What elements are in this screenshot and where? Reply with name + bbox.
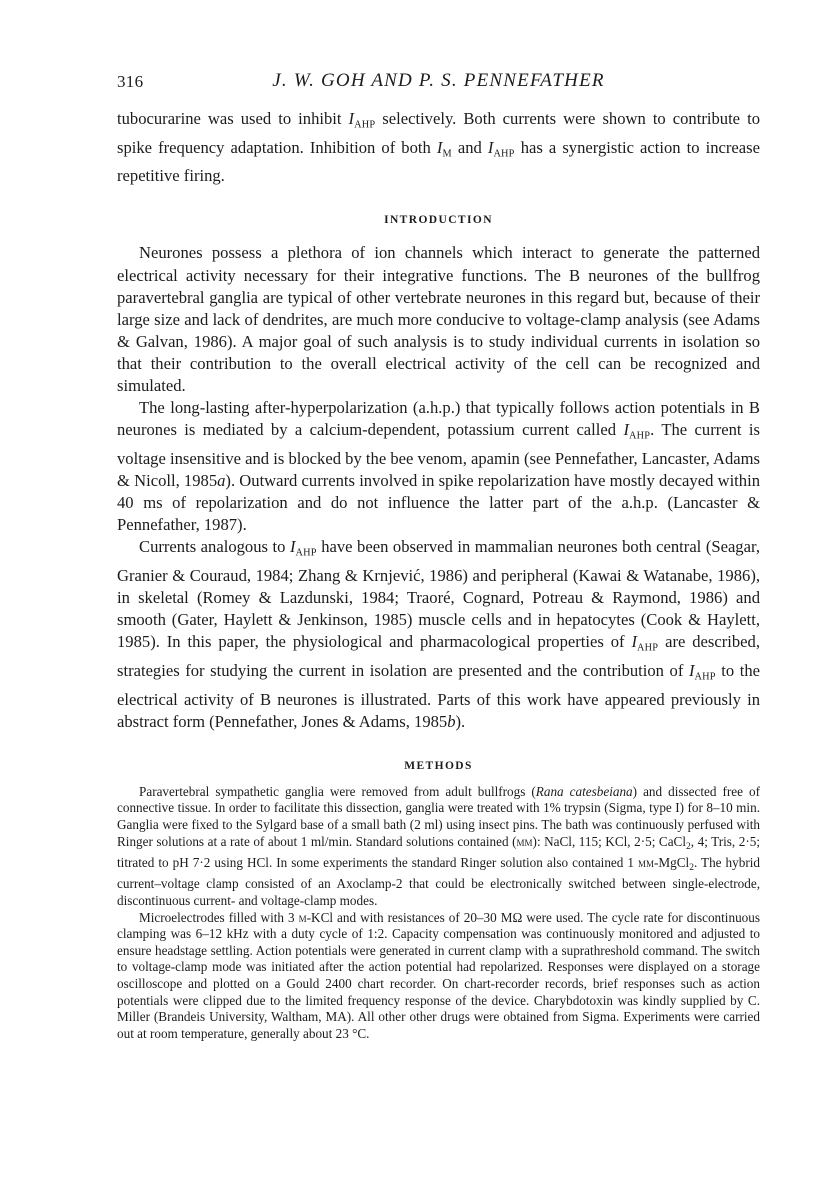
methods-heading: METHODS bbox=[404, 759, 473, 772]
text-run: have been observed in mammalian neurones both central (Seagar, Granier & Couraud, 1984; Zhang & Krnjević, 1986) and peripheral (Kawai & Watanabe, 1986), in skeletal (Romey & Lazdunski, 1984; Traoré, Cognard, Potreau & Raymond, 1986) and smooth (Gater, Haylett & Jenkinson, 1985) muscle cells and in hepatocytes (Cook & Haylett, 1985). In this paper, the physiological and pharmacological properties of bbox=[117, 537, 760, 652]
text-run: selectively. Both currents were shown to contribute to spike frequency adaptation. Inhibition of both bbox=[117, 109, 760, 157]
symbol-I-ahp: $I_{AHP}$ bbox=[289, 537, 317, 559]
symbol-I-m: $I_M$ bbox=[436, 137, 452, 160]
intro-paragraph-1: Neurones possess a plethora of ion channels which interact to generate the patterned electrical activity necessary for their integrative functions. The B neurones of the bullfrog paravertebral ganglia are typical of other vertebrate neurones in this regard but, because of their large size and lack of dendrites, are much more conducive to voltage-clamp analysis (see Adams & Galvan, 1986). A major goal of such analysis is to study individual currents in isolation so that their contribution to the overall electrical activity of the cell can be recognized and simulated. bbox=[117, 243, 760, 396]
intro-paragraph-3 bbox=[117, 536, 760, 733]
unit-molar: m bbox=[298, 909, 307, 925]
text-run: The long-lasting after-hyperpolarization (a.h.p.) that typically follows action potentials in B neurones is mediated by a calcium-dependent, potassium current called bbox=[117, 398, 760, 440]
text-run: Paravertebral sympathetic ganglia were removed from adult bullfrogs ( bbox=[139, 783, 536, 799]
text-run: , 4; Tris, 2·5; titrated to pH 7·2 using HCl. In some experiments the standard Ringer solution also contained 1 bbox=[117, 833, 761, 871]
text-run: has a synergistic action to increase repetitive firing. bbox=[117, 137, 760, 186]
text-run: -KCl and with resistances of 20–30 MΩ were used. The cycle rate for discontinuous clamping was 6–12 kHz with a duty cycle of 1:2. Capacity compensation was continuously monitored and adjusted to ensure headstage settling. Action potentials were generated in current clamp with a suprathreshold command. The switch to voltage-clamp mode was initiated after the action potential had repolarized. Responses were displayed on a storage oscilloscope and plotted on a Gould 2400 chart recorder. On chart-recorder records, brief responses such as action potentials were clipped due to the limited frequency response of the device. Charybdotoxin was kindly supplied by C. Miller (Brandeis University, Waltham, MA). All other other drugs were obtained from Sigma. Experiments were carried out at room temperature, generally about 23 °C. bbox=[117, 909, 760, 1041]
text-run: ) and dissected free of connective tissue. In order to facilitate this dissection, ganglia were treated with 1% trypsin (Sigma, type I) for 8–10 min. Ganglia were fixed to the Sylgard base of a small bath (2 ml) using insect pins. The bath was continuously perfused with Ringer solutions at a rate of about 1 ml/min. Standard solutions contained ( bbox=[117, 783, 760, 849]
running-head: J. W. GOH AND P. S. PENNEFATHER bbox=[272, 70, 605, 91]
text-run: tubocurarine was used to inhibit bbox=[117, 109, 349, 128]
symbol-I-ahp: $I_{AHP}$ bbox=[348, 109, 376, 131]
symbol-I-ahp: $I_{AHP}$ bbox=[623, 420, 651, 442]
subscript: 2 bbox=[689, 862, 694, 873]
abstract-continuation bbox=[117, 108, 760, 187]
intro-paragraph-2 bbox=[117, 397, 760, 536]
text-run: Microelectrodes filled with 3 bbox=[139, 909, 299, 925]
subscript: 2 bbox=[686, 841, 691, 852]
methods-paragraph-1 bbox=[117, 784, 760, 910]
text-run: to the electrical activity of B neurones is illustrated. Parts of this work have appeared previously in abstract form (Pennefather, Jones & Adams, 1985 bbox=[117, 660, 760, 731]
text-run: . The hybrid current–voltage clamp consisted of an Axoclamp-2 that could be electronically switched between single-electrode, discontinuous current- and voltage-clamp modes. bbox=[117, 855, 760, 909]
text-run: ): NaCl, 115; KCl, 2·5; CaCl bbox=[532, 833, 687, 849]
page-header bbox=[117, 62, 760, 96]
text-run: are described, strategies for studying the current in isolation are presented and the contribution of bbox=[117, 632, 760, 680]
introduction-heading: INTRODUCTION bbox=[384, 214, 493, 227]
species-name: Rana catesbeiana bbox=[535, 783, 633, 799]
text-run: Currents analogous to bbox=[139, 537, 290, 557]
text-run: and bbox=[451, 137, 488, 157]
citation-suffix: b bbox=[447, 711, 456, 731]
unit-mm: mm bbox=[516, 833, 533, 849]
symbol-I-ahp: $I_{AHP}$ bbox=[631, 632, 659, 654]
text-run: . The current is voltage insensitive and is blocked by the bee venom, apamin (see Pennefather, Lancaster, Adams & Nicoll, 1985 bbox=[117, 420, 760, 490]
methods-paragraph-2 bbox=[117, 910, 760, 1043]
text-run: ). Outward currents involved in spike repolarization have mostly decayed within 40 ms of repolarization and do not influence the latter part of the a.h.p. (Lancaster & Pennefather, 1987). bbox=[117, 471, 760, 535]
symbol-I-ahp: $I_{AHP}$ bbox=[487, 137, 515, 160]
page-number: 316 bbox=[117, 72, 144, 91]
unit-mm: mm bbox=[638, 855, 655, 871]
citation-suffix: a bbox=[217, 471, 226, 490]
symbol-I-ahp: $I_{AHP}$ bbox=[688, 660, 716, 683]
text-run: ). bbox=[455, 711, 466, 731]
text-run: -MgCl bbox=[654, 855, 690, 871]
journal-page bbox=[117, 62, 760, 1042]
